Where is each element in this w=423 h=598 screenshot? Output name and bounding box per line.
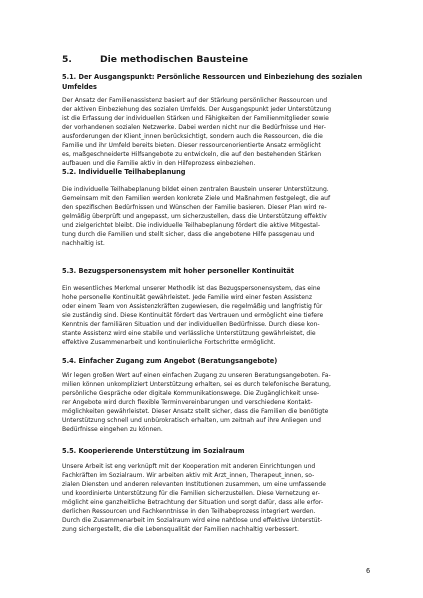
- paragraph-line: ist die Erfassung der individuellen Stärken und Fähigkeiten der Familienmitglieder sowie: [62, 114, 329, 122]
- chapter-heading: [62, 54, 248, 65]
- section-paragraph: [62, 463, 372, 535]
- paragraph-line: der aktiven Einbeziehung des sozialen Umfelds. Der Ausgangspunkt jeder Unterstützung: [62, 105, 332, 113]
- paragraph-line: den spezifischen Bedürfnissen und Wünschen der Familie basieren. Dieser Plan wird re-: [62, 203, 327, 211]
- paragraph-line: und zielgerichtet bleibt. Die individuelle Teilhabeplanung fördert die aktive Mitgestal-: [62, 221, 321, 229]
- chapter-title: Die methodischen Bausteine: [100, 54, 249, 65]
- paragraph-line: Die individuelle Teilhabeplanung bildet einen zentralen Baustein unserer Unterstützung.: [62, 186, 329, 193]
- paragraph-line: Familie und ihr Umfeld bereits bieten. Dieser ressourcenorientierte Ansatz ermöglicht: [62, 141, 321, 149]
- paragraph-line: tung durch die Familien und stellt sicher, dass die angebotene Hilfe passgenau und: [62, 230, 315, 238]
- paragraph-line: Ein wesentliches Merkmal unserer Methodik ist das Bezugspersonensystem, das eine: [62, 285, 321, 292]
- chapter-number: 5.: [62, 54, 72, 65]
- paragraph-line: möglichkeiten gewährleistet. Dieser Ansatz stellt sicher, dass die Familien die benötigte: [62, 407, 329, 415]
- section-paragraph: [62, 372, 372, 435]
- paragraph-line: Bedürfnisse eingehen zu können.: [62, 425, 163, 433]
- paragraph-line: Kenntnis der familiären Situation und der individuellen Bedürfnisse. Durch diese kon-: [62, 320, 320, 328]
- paragraph-line: zung sichergestellt, die die Lebensqualität der Familien nachhaltig verbessert.: [62, 525, 299, 533]
- paragraph-line: Unterstützung schnell und unbürokratisch erhalten, um zeitnah auf ihre Anliegen und: [62, 416, 322, 424]
- paragraph-line: rer Angebote wird durch flexible Terminvereinbarungen und verschiedene Kontakt-: [62, 398, 313, 406]
- paragraph-line: aufbauen und die Familie aktiv in den Hilfeprozess einbeziehen.: [62, 159, 256, 167]
- paragraph-line: Wir legen großen Wert auf einen einfachen Zugang zu unseren Beratungsangeboten. Fa-: [62, 372, 331, 379]
- paragraph-line: hohe personelle Kontinuität gewährleistet. Jede Familie wird einer festen Assistenz: [62, 293, 313, 301]
- paragraph-line: nachhaltig ist.: [62, 239, 105, 247]
- paragraph-line: gelmäßig überprüft und angepasst, um sicherzustellen, dass die Unterstützung effektiv: [62, 212, 327, 220]
- paragraph-line: Gemeinsam mit den Familien werden konkrete Ziele und Maßnahmen festgelegt, die auf: [62, 194, 331, 202]
- paragraph-line: effektive Zusammenarbeit und kontinuierliche Fortschritte ermöglicht.: [62, 338, 276, 346]
- paragraph-line: sie zuständig sind. Diese Kontinuität fördert das Vertrauen und ermöglicht eine tiefere: [62, 311, 324, 319]
- section-heading: 5.4. Einfacher Zugang zum Angebot (Beratungsangebote): [62, 357, 278, 365]
- section-paragraph: [62, 186, 372, 249]
- paragraph-line: Fachkräften im Sozialraum. Wir arbeiten aktiv mit Ärzt_innen, Therapeut_innen, so-: [62, 471, 315, 479]
- paragraph-line: oder einem Team von Assistenzkräften zugewiesen, die regelmäßig und langfristig für: [62, 302, 323, 310]
- paragraph-line: stante Assistenz wird eine stabile und verlässliche Unterstützung gewährleistet, die: [62, 329, 316, 337]
- section-paragraph: [62, 285, 372, 348]
- paragraph-line: derlichen Ressourcen und Fachkenntnisse in den Teilhabeprozess integriert werden.: [62, 507, 316, 515]
- paragraph-line: Unsere Arbeit ist eng verknüpft mit der Kooperation mit anderen Einrichtungen und: [62, 463, 316, 470]
- paragraph-line: persönliche Gespräche oder digitale Kommunikationswege. Die Zugänglichkeit unse-: [62, 389, 320, 397]
- paragraph-line: Durch die Zusammenarbeit im Sozialraum wird eine nahtlose und effektive Unterstüt-: [62, 516, 323, 524]
- paragraph-line: Der Ansatz der Familienassistenz basiert auf der Stärkung persönlicher Ressourcen und: [62, 97, 328, 104]
- paragraph-line: der vorhandenen sozialen Netzwerke. Dabei werden nicht nur die Bedürfnisse und Her-: [62, 123, 326, 131]
- paragraph-line: und koordinierte Unterstützung für die Familien sicherzustellen. Diese Vernetzung er-: [62, 489, 320, 497]
- paragraph-line: zialen Diensten und anderen relevanten Institutionen zusammen, um eine umfassende: [62, 480, 326, 488]
- section-heading: 5.3. Bezugspersonensystem mit hoher personeller Kontinuität: [62, 267, 295, 275]
- paragraph-line: möglicht eine ganzheitliche Betrachtung der Situation und sorgt dafür, dass alle erfor-: [62, 498, 324, 506]
- section-paragraph: [62, 97, 372, 169]
- section-heading: 5.2. Individuelle Teilhabeplanung: [62, 168, 186, 176]
- paragraph-line: es, maßgeschneiderte Hilfsangebote zu entwickeln, die auf den bestehenden Stärken: [62, 150, 322, 158]
- paragraph-line: milien können unkompliziert Unterstützung erhalten, sei es durch telefonische Beratung,: [62, 380, 331, 388]
- section-heading: 5.1. Der Ausgangspunkt: Persönliche Ressourcen und Einbeziehung des sozialen Umfeldes: [62, 73, 363, 91]
- paragraph-line: ausforderungen der Klient_innen berücksichtigt, sondern auch die Ressourcen, die die: [62, 132, 323, 140]
- page-number: 6: [366, 567, 371, 575]
- section-heading: 5.5. Kooperierende Unterstützung im Sozialraum: [62, 447, 245, 455]
